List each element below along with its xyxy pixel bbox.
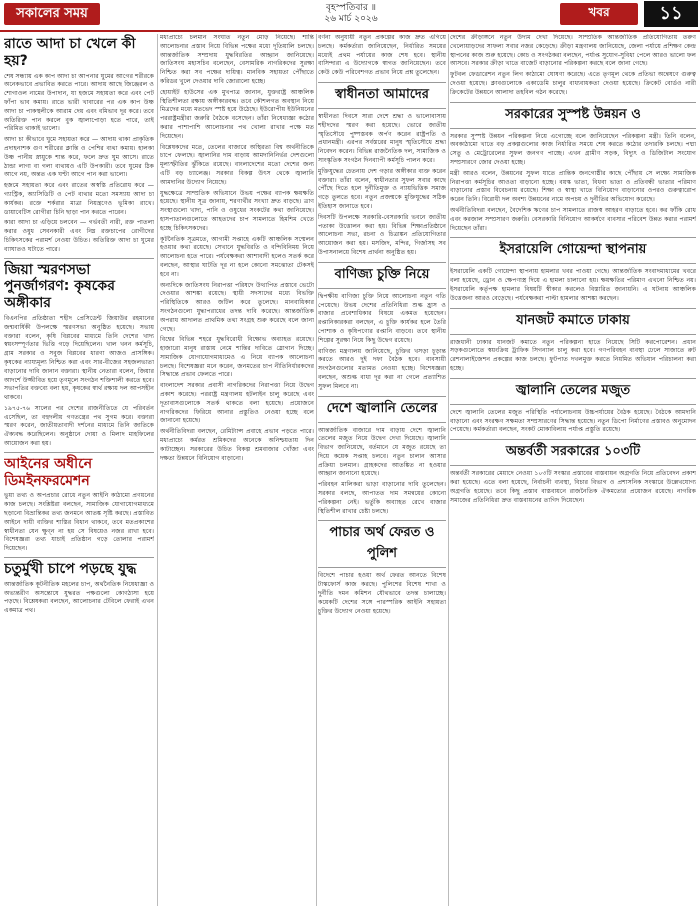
article-paragraph: ভুয়া তথ্য ও অপপ্রচার রোধে নতুন আইনি কাঠামো প্রণয়নের কাজ চলছে। সংশ্লিষ্টরা বলছেন, সামাজিক যোগাযোগমাধ্যমে ছড়ানো বিভ্রান্তিকর তথ্য জনমনে আতঙ্ক সৃষ্টি করছে। প্রস্তাবিত আইনে দায়ী ব্যক্তির শাস্তির বিধান থাকবে, তবে মতপ্রকাশের স্বাধীনতা যেন ক্ষুণ্ন না হয় সে বিষয়েও নজর রাখা হবে। বিশেষজ্ঞরা তথ্য যাচাই প্রতিষ্ঠান গড়ে তোলার পরামর্শ দিয়েছেন। (4, 492, 154, 553)
article-paragraph: অর্থনীতিবিদরা বলছেন, রেমিট্যান্স প্রবাহে প্রভাব পড়তে পারে। মধ্যপ্রাচ্যে কর্মরত শ্রমিকদের অনেকে অনিশ্চয়তায় দিন কাটাচ্ছেন। সরকারের উচিত বিকল্প শ্রমবাজার খোঁজা এবং দক্ষতা উন্নয়নে বিনিয়োগ বাড়ানো। (160, 428, 314, 462)
article-paragraph: মুক্তিযুদ্ধের চেতনায় দেশ গড়ার অঙ্গীকার ব্যক্ত করেন বক্তারা। তাঁরা বলেন, স্বাধীনতার সুফল সবার কাছে পৌঁছে দিতে হলে দুর্নীতিমুক্ত ও ন্যায়ভিত্তিক সমাজ গড়ে তুলতে হবে। নতুন প্রজন্মকে মুক্তিযুদ্ধের সঠিক ইতিহাস জানাতে হবে। (318, 167, 446, 210)
column-divider (157, 34, 158, 906)
headline-interim-government: অন্তর্বর্তী সরকারের ১০৩টি (450, 439, 696, 466)
article-paragraph: আন্তর্জাতিক কূটনীতিক মহলের চাপ, অর্থনৈতিক নিষেধাজ্ঞা ও অভ্যন্তরীণ অসন্তোষে যুদ্ধরত পক্ষগুলো কোণঠাসা হয়ে পড়ছে। বিশ্লেষকরা বলছেন, আলোচনার টেবিলে ফেরাই এখন একমাত্র পথ। (4, 580, 154, 615)
article-paragraph: যুদ্ধক্ষেত্রে সাম্প্রতিক অভিযানে উভয় পক্ষের ব্যাপক ক্ষয়ক্ষতি হয়েছে। স্থানীয় সূত্র জানায়, শরণার্থীর সংখ্যা দ্রুত বাড়ছে। ত্রাণ সংস্থাগুলো খাদ্য, পানি ও ওষুধের সংকটের কথা জানিয়েছে। হাসপাতালগুলোতে আহতদের চাপ সামলাতে হিমশিম খেতে হচ্ছে চিকিৎসকদের। (160, 189, 314, 232)
article-paragraph: অর্থনীতিবিদরা বলছেন, বৈদেশিক ঋণের চাপ সামলাতে রাজস্ব আহরণ বাড়াতে হবে। কর ফাঁকি রোধ এবং করজাল সম্প্রসারণ জরুরি। বেসরকারি বিনিয়োগ আকর্ষণে ব্যবসার পরিবেশ উন্নত করার পরামর্শ দিয়েছেন তাঁরা। (450, 206, 696, 232)
article-paragraph: সরকার সুস্পষ্ট উন্নয়ন পরিকল্পনা নিয়ে এগোচ্ছে বলে জানিয়েছেন পরিকল্পনা মন্ত্রী। তিনি বলেন, অবকাঠামো খাতে বড় প্রকল্পগুলোর কাজ নির্ধারিত সময়ে শেষ করতে কঠোর তদারকি চলছে। পদ্মা সেতু ও মেট্রোরেলের সুফল জনগণ পাচ্ছে। এখন গ্রামীণ সড়ক, বিদ্যুৎ ও ডিজিটাল সংযোগ সম্প্রসারণে জোর দেওয়া হচ্ছে। (450, 132, 696, 166)
article-paragraph: রাজধানী ঢাকার যানজট কমাতে নতুন পরিকল্পনা হাতে নিয়েছে সিটি করপোরেশন। প্রধান সড়কগুলোতে স্বয়ংক্রিয় ট্রাফিক সিগন্যাল চালু করা হবে। গণপরিবহন ব্যবস্থা ঢেলে সাজাতে রুট রেশনালাইজেশন প্রকল্পের কাজ চলছে। ফুটপাত দখলমুক্ত করতে নিয়মিত অভিযান পরিচালনা করা হচ্ছে। (450, 338, 696, 372)
article-paragraph: ফুটবল ফেডারেশন নতুন লিগ কাঠামো ঘোষণা করেছে। এতে তৃণমূল থেকে প্রতিভা অন্বেষণে গুরুত্ব দেওয়া হয়েছে। ক্লাবগুলোকে একাডেমি চালুর বাধ্যবাধকতা দেওয়া হয়েছে। ক্রিকেট বোর্ডও নারী ক্রিকেটের উন্নয়নে আলাদা তহবিল গঠন করেছে। (450, 71, 696, 96)
article-paragraph: অন্তর্বর্তী সরকারের মেয়াদে নেওয়া ১০৩টি সংস্কার প্রস্তাবের বাস্তবায়ন অগ্রগতি নিয়ে প্রতিবেদন প্রকাশ করা হয়েছে। এতে বলা হয়েছে, নির্বাচনী ব্যবস্থা, বিচার বিভাগ ও প্রশাসনিক সংস্কারে উল্লেখযোগ্য অগ্রগতি হয়েছে। তবে কিছু প্রস্তাব বাস্তবায়নে রাজনৈতিক ঐকমত্যের প্রয়োজন রয়েছে। নাগরিক সমাজের প্রতিনিধিরা দ্রুত বাস্তবায়নের তাগিদ দিয়েছেন। (450, 470, 696, 504)
article-paragraph: বিএনপির প্রতিষ্ঠাতা শহীদ প্রেসিডেন্ট জিয়াউর রহমানের জন্মবার্ষিকী উপলক্ষে স্মরণসভা অনুষ্ঠিত হয়েছে। সভায় বক্তারা বলেন, কৃষি বিপ্লবের মাধ্যমে তিনি দেশের খাদ্য স্বয়ংসম্পূর্ণতার ভিত্তি গড়ে দিয়েছিলেন। খাল খনন কর্মসূচি, গ্রাম সরকার ও সবুজ বিপ্লবের ধারণা আজও প্রাসঙ্গিক। কৃষকের ন্যায্যমূল্য নিশ্চিত করা এবং সার-বীজের সহজলভ্যতা বাড়ানোর দাবি জানান বক্তারা। স্থানীয় নেতারা বলেন, জিয়ার আদর্শে উজ্জীবিত হয়ে তৃণমূলে সংগঠন শক্তিশালী করতে হবে। সভাপতির বক্তব্যে বলা হয়, কৃষকের স্বার্থ রক্ষায় দল আপসহীন থাকবে। (4, 314, 154, 402)
article-paragraph: ইসরায়েলি একটি গোয়েন্দা স্থাপনায় হামলার খবর পাওয়া গেছে। আন্তর্জাতিক সংবাদমাধ্যমের খবরে বলা হয়েছে, ড্রোন ও ক্ষেপণাস্ত্র দিয়ে এ হামলা চালানো হয়। ক্ষয়ক্ষতির পরিমাণ এখনো নিশ্চিত নয়। ইসরায়েলি কর্তৃপক্ষ হামলার বিষয়টি স্বীকার করলেও বিস্তারিত জানায়নি। এ ঘটনায় আঞ্চলিক উত্তেজনা আরও বেড়েছে। পর্যবেক্ষকরা পাল্টা হামলার আশঙ্কা করছেন। (450, 268, 696, 302)
article-paragraph: বাংলাদেশ সরকার প্রবাসী নাগরিকদের নিরাপত্তা নিয়ে উদ্বেগ প্রকাশ করেছে। পররাষ্ট্র মন্ত্রণালয় হটলাইন চালু করেছে এবং দূতাবাসগুলোকে সতর্ক থাকতে বলা হয়েছে। প্রয়োজনে নাগরিকদের ফিরিয়ে আনার প্রস্তুতিও নেওয়া হচ্ছে বলে জানানো হয়েছে। (160, 382, 314, 425)
article-paragraph: দেশে জ্বালানি তেলের মজুত পরিস্থিতি পর্যালোচনায় উচ্চপর্যায়ের বৈঠক হয়েছে। বৈঠকে আমদানি বাড়ানো এবং সংরক্ষণ সক্ষমতা সম্প্রসারণের সিদ্ধান্ত হয়েছে। নতুন ডিপো নির্মাণের প্রস্তাবও অনুমোদন পেয়েছে। কর্মকর্তারা বলছেন, সংকট মোকাবিলায় পর্যাপ্ত প্রস্তুতি রয়েছে। (450, 408, 696, 434)
headline-war-pressure: চতুর্মুখী চাপে পড়ছে যুদ্ধ (4, 561, 137, 578)
divider (4, 557, 154, 558)
divider (4, 452, 154, 453)
column-4 (450, 34, 696, 906)
column-divider (448, 34, 449, 906)
article-paragraph: বাণিজ্য মন্ত্রণালয় জানিয়েছে, চুক্তির খসড়া চূড়ান্ত করতে আরও দুই দফা বৈঠক হবে। ব্যবসায়ী সংগঠনগুলোর মতামত নেওয়া হচ্ছে। বিশেষজ্ঞরা বলছেন, অশুল্ক বাধা দূর করা না গেলে প্রত্যাশিত সুফল মিলবে না। (318, 347, 446, 390)
article-paragraph: বর্ণনা অনুযায়ী নতুন প্রকল্পের কাজ দ্রুত এগিয়ে চলছে। কর্মকর্তারা জানিয়েছেন, নির্ধারিত সময়ের মধ্যেই প্রথম পর্যায়ের কাজ শেষ হবে। স্থানীয় বাসিন্দারা এ উদ্যোগকে স্বাগত জানিয়েছেন। তবে কেউ কেউ পরিবেশগত প্রভাব নিয়ে প্রশ্ন তুলেছেন। (318, 34, 446, 77)
article-paragraph: হজমে সহায়তা করে এবং রাতের অস্বস্তি প্রতিরোধ করে — গ্যাস্ট্রিক, অ্যাসিডিটি ও পেট ব্যথার মতো সমস্যায় আদা চা কার্যকর। রক্তে শর্করার মাত্রা নিয়ন্ত্রণেও ভূমিকা রাখে। ডায়াবেটিস রোগীরা চিনি ছাড়া পান করতে পারেন। (4, 182, 154, 216)
article-paragraph: অন্যদিকে জাতিসংঘ নিরাপত্তা পরিষদে উত্থাপিত প্রস্তাবে ভেটো দেওয়ার আশঙ্কা রয়েছে। স্থায়ী সদস্যদের মধ্যে বিভক্তি পরিস্থিতিকে আরও জটিল করে তুলেছে। মানবাধিকার সংগঠনগুলো যুদ্ধাপরাধের তদন্ত দাবি করেছে। আন্তর্জাতিক অপরাধ আদালত প্রাথমিক তথ্য সংগ্রহ শুরু করেছে বলে জানা গেছে। (160, 281, 314, 333)
article-paragraph: হোয়াইট হাউসের এক মুখপাত্র জানান, যুক্তরাষ্ট্র আঞ্চলিক স্থিতিশীলতা রক্ষায় অঙ্গীকারবদ্ধ। তবে কৌশলগত অবস্থান নিয়ে মিত্রদের মধ্যে মতভেদ স্পষ্ট হয়ে উঠেছে। ইউরোপীয় ইউনিয়নের পররাষ্ট্রমন্ত্রীরা জরুরি বৈঠকে বসেছেন। তাঁরা নিষেধাজ্ঞা কঠোর করার পাশাপাশি আলোচনার পথ খোলা রাখার পক্ষে মত দিয়েছেন। (160, 88, 314, 140)
article-paragraph: বিশ্লেষকদের মতে, তেলের বাজারে অস্থিরতা বিশ্ব অর্থনীতিকে চাপে ফেলছে। জ্বালানির দাম বাড়ায় আমদানিনির্ভর দেশগুলো মূল্যস্ফীতির ঝুঁকিতে রয়েছে। বাংলাদেশের মতো দেশের জন্য এটি বড় চ্যালেঞ্জ। সরকার বিকল্প উৎস থেকে জ্বালানি আমদানির উদ্যোগ নিয়েছে। (160, 143, 314, 186)
issue-day: বৃহস্পতিবার ॥ (326, 3, 376, 13)
section-label: খবর (560, 3, 638, 25)
masthead (0, 0, 700, 32)
headline-laundered-money: পাচার অর্থ ফেরত ও পুলিশ (318, 520, 446, 568)
article-paragraph: আন্তর্জাতিক বাজারে দাম বাড়ায় দেশে জ্বালানি তেলের মজুত নিয়ে উদ্বেগ দেখা দিয়েছে। জ্বালানি বিভাগ জানিয়েছে, বর্তমানে যে মজুত রয়েছে তা দিয়ে কয়েক সপ্তাহ চলবে। নতুন চালান আসার প্রক্রিয়া চলমান। গ্রাহকদের আতঙ্কিত না হওয়ার আহ্বান জানানো হয়েছে। (318, 426, 446, 478)
headline-ginger-tea: রাতে আদা চা খেলে কী হয়? (4, 36, 136, 69)
article-paragraph: কূটনৈতিক সূত্রমতে, আগামী সপ্তাহে একটি আঞ্চলিক সম্মেলন হওয়ার কথা রয়েছে। সেখানে যুদ্ধবিরতি ও বন্দিবিনিময় নিয়ে আলোচনা হতে পারে। পর্যবেক্ষকরা আশাবাদী হলেও সতর্ক করে বলছেন, আস্থার ঘাটতি দূর না হলে কোনো সমঝোতা টেকসই হবে না। (160, 235, 314, 278)
article-paragraph: মন্ত্রী আরও বলেন, উন্নয়নের সুফল যাতে প্রান্তিক জনগোষ্ঠীর কাছে পৌঁছায় সে লক্ষ্যে সামাজিক নিরাপত্তা কর্মসূচির আওতা বাড়ানো হচ্ছে। বয়স্ক ভাতা, বিধবা ভাতা ও প্রতিবন্ধী ভাতার পরিমাণ বাড়ানোর প্রস্তাব বিবেচনায় রয়েছে। শিক্ষা ও স্বাস্থ্য খাতে বিনিয়োগ বাড়ানোর ওপরও গুরুত্বারোপ করেন তিনি। বিরোধী দল অবশ্য উন্নয়নের নামে অপচয় ও দুর্নীতির অভিযোগ করেছে। (450, 169, 696, 204)
headline-disinformation-law: আইনের অধীনে ডিমইনফরমেশন (4, 455, 93, 489)
issue-date-text: ২৬ মার্চ ২০২৬ (324, 14, 378, 24)
page-number: ১১ (644, 1, 698, 27)
column-3 (318, 34, 446, 906)
article-paragraph: ১৯৭৫-৭৬ সালের পর দেশের রাজনীতিতে যে পরিবর্তন এসেছিল, তা বহুদলীয় গণতন্ত্রের পথ সুগম করে। বক্তারা স্মরণ করেন, জাতীয়তাবাদী দর্শনের মাধ্যমে তিনি জাতিকে ঐক্যবদ্ধ করেছিলেন। অনুষ্ঠানে দোয়া ও মিলাদ মাহফিলের আয়োজন করা হয়। (4, 404, 154, 448)
article-paragraph: দেশের ক্রীড়াঙ্গনে নতুন উদ্যম দেখা দিয়েছে। সাম্প্রতিক আন্তর্জাতিক প্রতিযোগিতায় তরুণ খেলোয়াড়দের সাফল্য সবার নজর কেড়েছে। ক্রীড়া মন্ত্রণালয় জানিয়েছে, জেলা পর্যায়ে প্রশিক্ষণ কেন্দ্র স্থাপনের কাজ শুরু হয়েছে। কোচ ও সংগঠকরা বলছেন, পর্যাপ্ত সুযোগ-সুবিধা পেলে আরও ভালো ফল আসবে। সরকার ক্রীড়া খাতে বাজেট বাড়ানোর পরিকল্পনা করছে বলে জানা গেছে। (450, 34, 696, 68)
article-paragraph: আদা চা কীভাবে ঘুমে সহায়তা করে — আদায় থাকা প্রাকৃতিক প্রদাহনাশক গুণ শরীরের ক্লান্তি ও পেশির ব্যথা কমায়। হালকা উষ্ণ পানীয় স্নায়ুকে শান্ত করে, ফলে দ্রুত ঘুম আসে। রাতে ঠান্ডা লাগা বা গলা ব্যথায়ও এটি উপকারী। তবে ঘুমের ঠিক আগে নয়, অন্তত এক ঘণ্টা আগে পান করা ভালো। (4, 136, 154, 179)
article-paragraph: শেষ সন্ধ্যায় এক কাপ আদা চা আপনার ঘুমের আগের শরীরকে অনেকভাবে প্রভাবিত করতে পারে। আদায় আছে জিঞ্জেরল ও শোগাওল নামের উপাদান, যা হজমে সহায়তা করে এবং পেট ফাঁপা ভাব কমায়। রাতে ভারী খাবারের পর এক কাপ উষ্ণ আদা চা পাকস্থলীকে আরাম দেয় এবং বমিভাব দূর করে। তবে অতিরিক্ত পান করলে বুক জ্বালাপোড়া হতে পারে, তাই পরিমিত থাকাই ভালো। (4, 72, 154, 133)
divider (4, 258, 154, 259)
headline-dhaka-traffic: যানজট কমাতে ঢাকায় (450, 308, 696, 335)
newspaper-logo: সকালের সময় (4, 3, 100, 25)
headline-fuel-reserve: জ্বালানি তেলের মজুত (450, 378, 696, 405)
headline-trade-deal: বাণিজ্য চুক্তি নিয়ে (318, 262, 446, 289)
article-paragraph: বিদেশে পাচার হওয়া অর্থ ফেরত আনতে বিশেষ টাস্কফোর্স কাজ করছে। পুলিশের বিশেষ শাখা ও দুর্নীতি দমন কমিশন যৌথভাবে তদন্ত চালাচ্ছে। কয়েকটি দেশের সঙ্গে পারস্পরিক আইনি সহায়তা চুক্তির উদ্যোগ নেওয়া হয়েছে। (318, 572, 446, 615)
column-1 (4, 34, 154, 906)
article-paragraph: বিশ্বের বিভিন্ন শহরে যুদ্ধবিরোধী বিক্ষোভ অব্যাহত রয়েছে। হাজারো মানুষ রাস্তায় নেমে শান্তির দাবিতে স্লোগান দিচ্ছে। সামাজিক যোগাযোগমাধ্যমেও এ নিয়ে ব্যাপক আলোচনা চলছে। বিশেষজ্ঞরা মনে করেন, জনমতের চাপ নীতিনির্ধারকদের সিদ্ধান্তে প্রভাব ফেলতে পারে। (160, 336, 314, 379)
headline-israeli-intelligence: ইসরায়েলি গোয়েন্দা স্থাপনায় (450, 237, 696, 264)
column-divider (316, 34, 317, 906)
column-2 (160, 34, 314, 906)
headline-government-development: সরকারের সুস্পষ্ট উন্নয়ন ও (450, 102, 696, 129)
article-paragraph: মধ্যপ্রাচ্যে চলমান সংঘাত নতুন মোড় নিয়েছে। শান্তি আলোচনার প্রস্তাব নিয়ে বিভিন্ন পক্ষের মধ্যে দূতিয়ালি চলছে। আন্তর্জাতিক সম্প্রদায় যুদ্ধবিরতির আহ্বান জানিয়েছে। জাতিসংঘ মহাসচিব বলেছেন, বেসামরিক নাগরিকদের সুরক্ষা নিশ্চিত করা সব পক্ষের দায়িত্ব। মানবিক সহায়তা পৌঁছাতে করিডর খুলে দেওয়ার দাবি জোরালো হচ্ছে। (160, 34, 314, 85)
headline-independence: স্বাধীনতা আমাদের (318, 82, 446, 109)
issue-date (256, 3, 446, 25)
article-paragraph: স্বাধীনতা দিবসে সারা দেশে শ্রদ্ধা ও ভালোবাসায় শহীদদের স্মরণ করা হয়েছে। ভোরে জাতীয় স্মৃতিসৌধে পুষ্পস্তবক অর্পণ করেন রাষ্ট্রপতি ও প্রধানমন্ত্রী। এরপর সর্বস্তরের মানুষ স্মৃতিসৌধে শ্রদ্ধা নিবেদন করেন। বিভিন্ন রাজনৈতিক দল, সামাজিক ও সাংস্কৃতিক সংগঠন দিনব্যাপী কর্মসূচি পালন করে। (318, 112, 446, 164)
headline-fuel-oil: দেশে জ্বালানি তেলের (318, 396, 446, 423)
article-paragraph: কারা আদা চা এড়িয়ে চলবেন — গর্ভবতী নারী, রক্ত পাতলা করার ওষুধ সেবনকারী এবং নিম্ন রক্তচাপের রোগীদের চিকিৎসকের পরামর্শ নেওয়া উচিত। অতিরিক্ত আদা চা ঘুমের ব্যাঘাতও ঘটাতে পারে। (4, 219, 154, 253)
headline-zia-memorial: জিয়া স্মরণসভা পুনর্জাগরণ: কৃষকের অঙ্গীকার (4, 261, 115, 312)
article-paragraph: দ্বিপক্ষীয় বাণিজ্য চুক্তি নিয়ে আলোচনা নতুন গতি পেয়েছে। উভয় দেশের প্রতিনিধিরা শুল্ক হ্রাস ও বাজার প্রবেশাধিকার বিষয়ে একমত হয়েছেন। রপ্তানিকারকরা বলছেন, এ চুক্তি কার্যকর হলে তৈরি পোশাক ও কৃষিপণ্যের রপ্তানি বাড়বে। তবে স্থানীয় শিল্পের সুরক্ষা নিয়ে কিছু উদ্বেগ রয়েছে। (318, 292, 446, 344)
article-paragraph: পরিবহন মালিকরা ভাড়া বাড়ানোর দাবি তুলেছেন। সরকার বলছে, আপাতত দাম সমন্বয়ের কোনো পরিকল্পনা নেই। ভর্তুকি অব্যাহত রেখে বাজার স্থিতিশীল রাখার চেষ্টা চলছে। (318, 481, 446, 515)
article-paragraph: দিবসটি উপলক্ষে সরকারি-বেসরকারি ভবনে জাতীয় পতাকা উত্তোলন করা হয়। বিভিন্ন শিক্ষাপ্রতিষ্ঠানে আলোচনা সভা, রচনা ও চিত্রাঙ্কন প্রতিযোগিতার আয়োজন করা হয়। মসজিদ, মন্দির, গির্জাসহ সব উপাসনালয়ে বিশেষ প্রার্থনা অনুষ্ঠিত হয়। (318, 213, 446, 256)
